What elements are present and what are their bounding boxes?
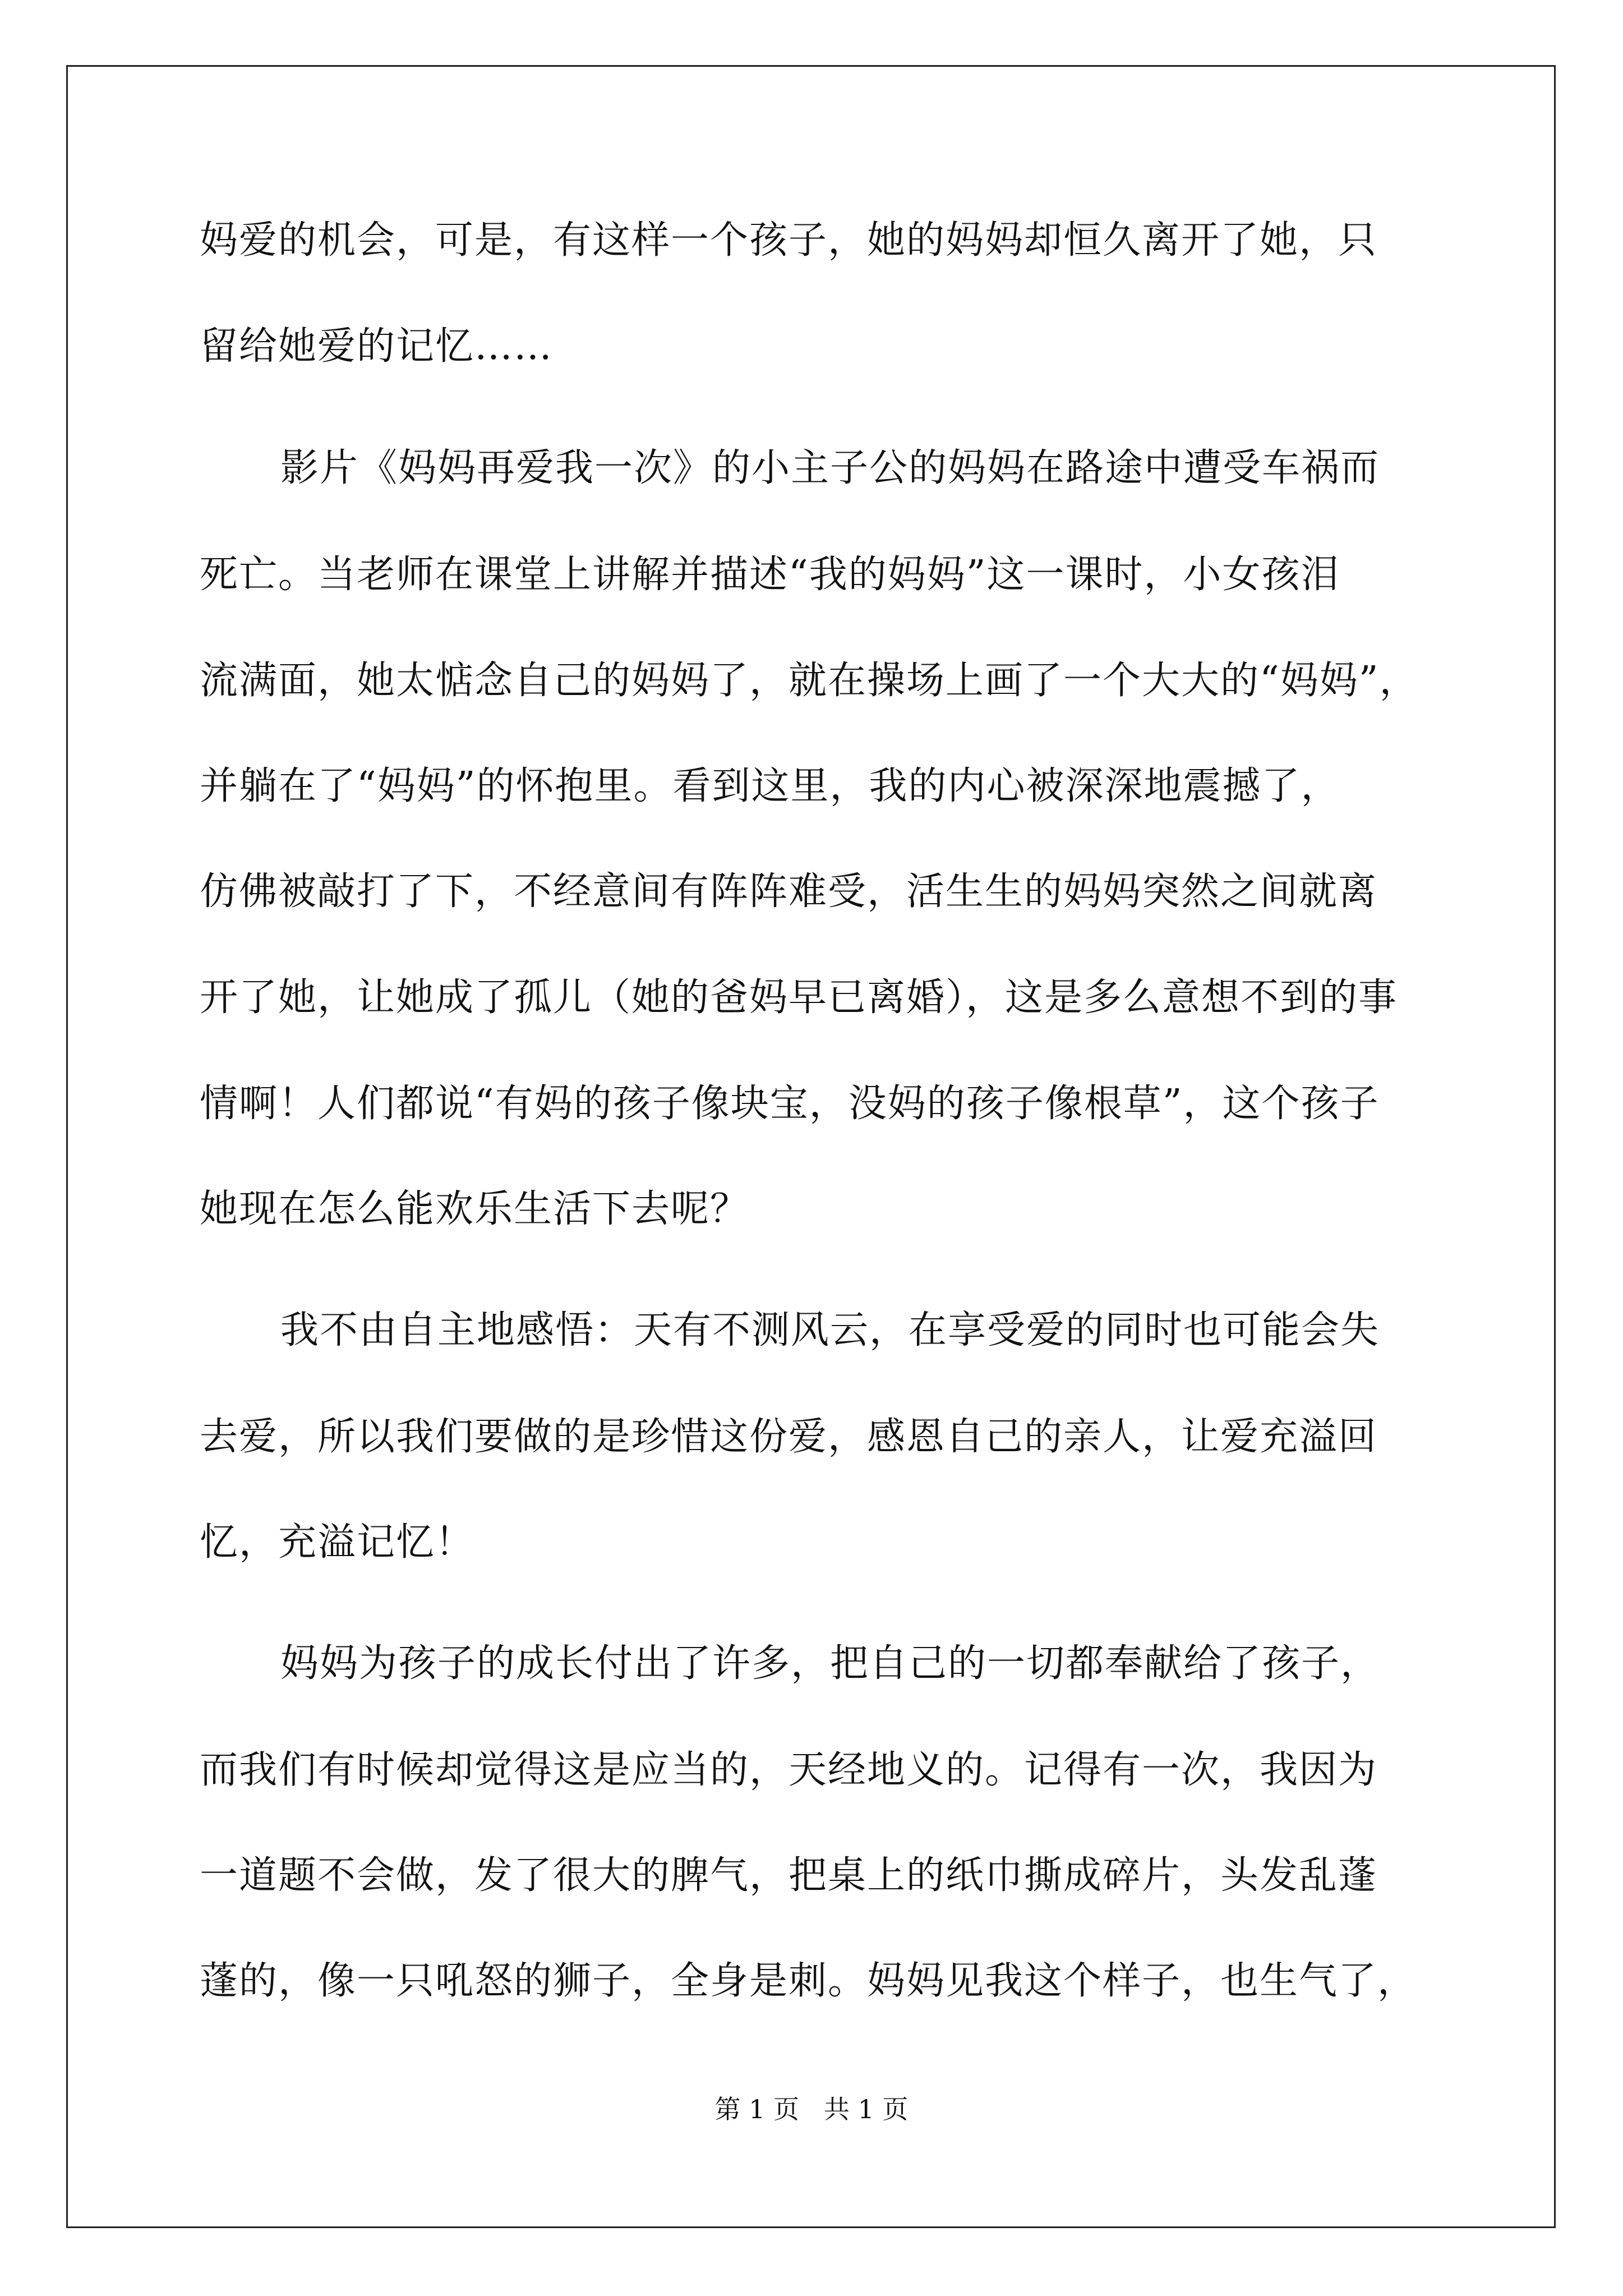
paragraph-line: 妈爱的机会，可是，有这样一个孩子，她的妈妈却恒久离开了她，只	[200, 218, 1378, 263]
paragraph-line: 去爱，所以我们要做的是珍惜这份爱，感恩自己的亲人，让爱充溢回	[200, 1415, 1378, 1459]
paragraph-line: 死亡。当老师在课堂上讲解并描述“我的妈妈”这一课时，小女孩泪	[200, 553, 1340, 597]
paragraph-line: 蓬的，像一只吼怒的狮子，全身是刺。妈妈见我这个样子，也生气了，	[200, 1959, 1417, 2003]
paragraph-line: 一道题不会做，发了很大的脾气，把桌上的纸巾撕成碎片，头发乱蓬	[200, 1853, 1378, 1898]
paragraph-line: 并躺在了“妈妈”的怀抱里。看到这里，我的内心被深深地震撼了，	[200, 764, 1340, 808]
paragraph-line: 仿佛被敲打了下，不经意间有阵阵难受，活生生的妈妈突然之间就离	[200, 869, 1378, 914]
page-border	[66, 65, 1556, 2228]
paragraph-line: 她现在怎么能欢乐生活下去呢？	[200, 1187, 750, 1231]
paragraph-line: 我不由自主地感悟：天有不测风云，在享受爱的同时也可能会失	[280, 1308, 1380, 1352]
paragraph-line: 留给她爱的记忆……	[200, 324, 554, 369]
paragraph-line: 忆，充溢记忆！	[200, 1520, 475, 1565]
paragraph-line: 妈妈为孩子的成长付出了许多，把自己的一切都奉献给了孩子，	[280, 1641, 1380, 1686]
paragraph-line: 影片《妈妈再爱我一次》的小主子公的妈妈在路途中遭受车祸而	[280, 446, 1380, 490]
paragraph-line: 开了她，让她成了孤儿（她的爸妈早已离婚），这是多么意想不到的事	[200, 976, 1398, 1020]
page-footer: 第 1 页 共 1 页	[714, 2094, 909, 2124]
paragraph-line: 情啊！人们都说“有妈的孩子像块宝，没妈的孩子像根草”，这个孩子	[200, 1082, 1380, 1126]
paragraph-line: 流满面，她太惦念自己的妈妈了，就在操场上画了一个大大的“妈妈”，	[200, 659, 1419, 703]
paragraph-line: 而我们有时候却觉得这是应当的，天经地义的。记得有一次，我因为	[200, 1748, 1378, 1792]
